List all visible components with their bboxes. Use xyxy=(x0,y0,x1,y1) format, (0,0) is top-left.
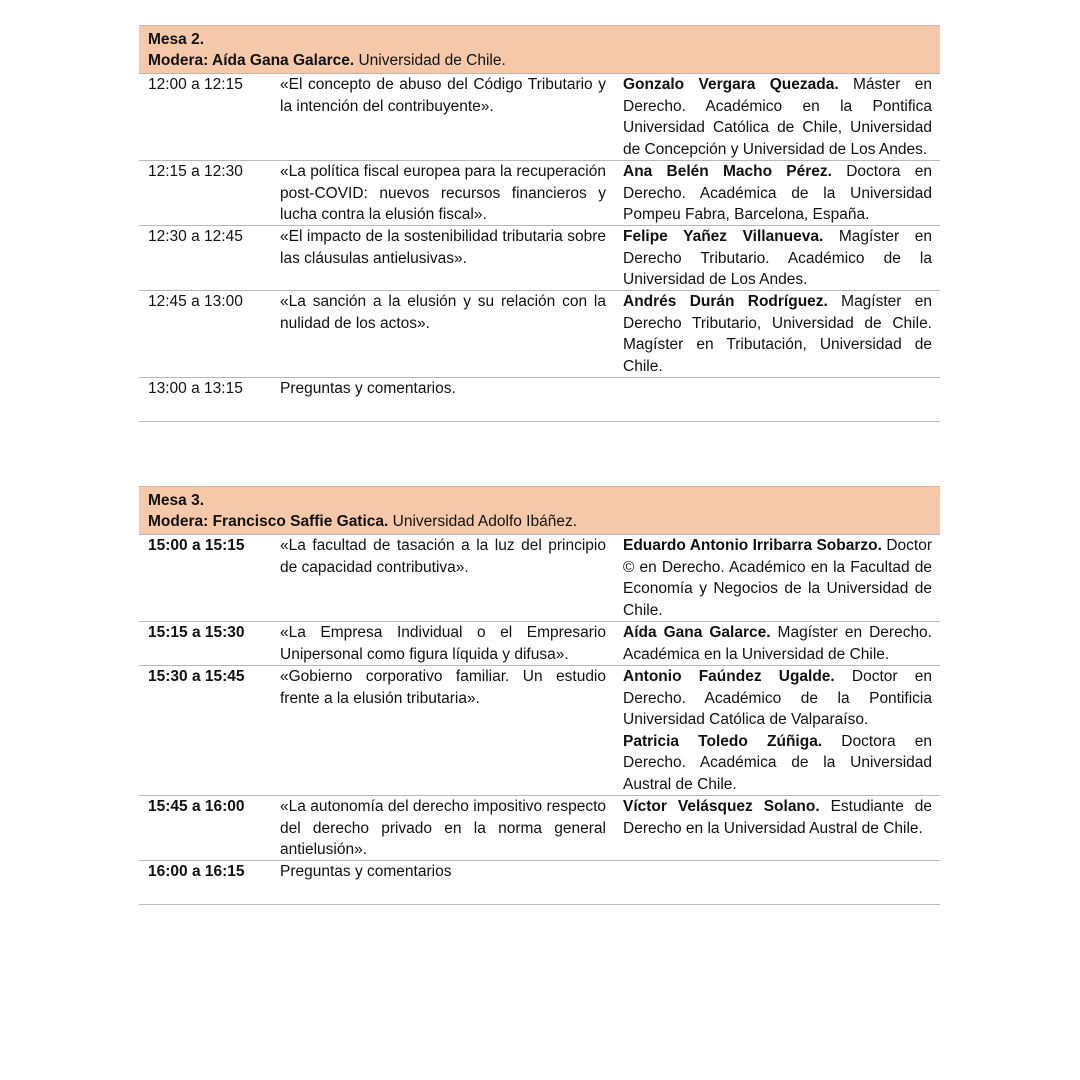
speaker-name: Andrés Durán Rodríguez. xyxy=(623,293,828,310)
speaker-info xyxy=(614,378,940,421)
speaker-bio: Estudiante de Derecho en la Universidad Austral de Chile. xyxy=(623,798,932,837)
time-slot: 12:15 a 12:30 xyxy=(148,163,243,180)
time-slot: 12:30 a 12:45 xyxy=(148,228,243,245)
speaker-bio: Máster en Derecho. Académico en la Pontifica Universidad Católica de Chile, Universidad de Concepción y Universidad de Los Andes. xyxy=(623,76,932,158)
talk-topic: «Gobierno corporativo familiar. Un estudio frente a la elusión tributaria». xyxy=(280,668,606,707)
speaker-bio: Doctora en Derecho. Académica de la Universidad Austral de Chile. xyxy=(623,732,932,793)
speaker-info xyxy=(614,291,940,377)
speaker-bio: Magíster en Derecho Tributario. Académico de la Universidad de Los Andes. xyxy=(623,228,933,288)
table-row xyxy=(139,290,940,377)
table-row xyxy=(139,795,940,860)
table-row xyxy=(139,160,940,225)
moderator-name: Modera: Francisco Saffie Gatica. xyxy=(148,513,389,530)
time-slot: 12:45 a 13:00 xyxy=(148,293,243,310)
talk-topic: Preguntas y comentarios. xyxy=(280,380,456,397)
talk-topic: «El concepto de abuso del Código Tributario y la intención del contribuyente». xyxy=(280,76,606,115)
mesa-2-table xyxy=(139,25,940,422)
talk-topic: «El impacto de la sostenibilidad tributaria sobre las cláusulas antielusivas». xyxy=(280,228,606,267)
speaker-name: Ana Belén Macho Pérez. xyxy=(623,163,832,180)
speaker-info xyxy=(614,796,940,860)
talk-topic: «La autonomía del derecho impositivo respecto del derecho privado en la norma general antielusión». xyxy=(280,798,606,858)
table-row xyxy=(139,73,940,160)
speaker-name: Gonzalo Vergara Quezada. xyxy=(623,76,839,93)
talk-topic: «La facultad de tasación a la luz del principio de capacidad contributiva». xyxy=(280,537,606,576)
speaker-bio: Magíster en Derecho. Académica en la Universidad de Chile. xyxy=(623,624,932,663)
moderator-affiliation: Universidad Adolfo Ibáñez. xyxy=(388,513,578,530)
mesa-title: Mesa 2. xyxy=(148,31,205,48)
time-slot: 15:00 a 15:15 xyxy=(148,537,245,554)
time-slot: 13:00 a 13:15 xyxy=(148,380,243,397)
speaker-bio: Magíster en Derecho Tributario, Universidad de Chile. Magíster en Tributación, Universidad de Chile. xyxy=(623,293,932,375)
speaker-bio: Doctor en Derecho. Académico de la Pontificia Universidad Católica de Valparaíso. xyxy=(623,668,932,728)
speaker-info xyxy=(614,226,940,290)
speaker-info xyxy=(614,622,940,665)
time-slot: 15:45 a 16:00 xyxy=(148,798,245,815)
table-row xyxy=(139,225,940,290)
speaker-info xyxy=(614,74,940,160)
speaker-name: Eduardo Antonio Irribarra Sobarzo. xyxy=(623,537,882,554)
mesa-3-table xyxy=(139,486,940,905)
talk-topic: «La política fiscal europea para la recuperación post-COVID: nuevos recursos financieros y lucha contra la elusión fiscal». xyxy=(280,163,606,223)
speaker-info xyxy=(614,535,940,621)
moderator-name: Modera: Aída Gana Galarce. xyxy=(148,52,355,69)
mesa-3-header xyxy=(139,486,940,534)
talk-topic: Preguntas y comentarios xyxy=(280,863,452,880)
mesa-title: Mesa 3. xyxy=(148,492,205,509)
moderator-line xyxy=(148,50,931,71)
moderator-affiliation: Universidad de Chile. xyxy=(354,52,506,69)
talk-topic: «La sanción a la elusión y su relación con la nulidad de los actos». xyxy=(280,293,606,332)
table-row xyxy=(139,534,940,621)
speaker-info xyxy=(614,666,940,795)
table-row xyxy=(139,860,940,905)
table-row xyxy=(139,377,940,422)
speaker-name: Aída Gana Galarce. xyxy=(623,624,771,641)
time-slot: 12:00 a 12:15 xyxy=(148,76,243,93)
moderator-line xyxy=(148,511,931,532)
speaker-name: Víctor Velásquez Solano. xyxy=(623,798,820,815)
time-slot: 15:15 a 15:30 xyxy=(148,624,245,641)
talk-topic: «La Empresa Individual o el Empresario Unipersonal como figura líquida y difusa». xyxy=(280,624,606,663)
table-row xyxy=(139,621,940,665)
speaker-bio: Doctora en Derecho. Académica de la Universidad Pompeu Fabra, Barcelona, España. xyxy=(623,163,932,223)
speaker-bio: Doctor © en Derecho. Académico en la Facultad de Economía y Negocios de la Universidad de Chile. xyxy=(623,537,932,619)
speaker-info xyxy=(614,861,940,904)
table-row xyxy=(139,665,940,795)
time-slot: 15:30 a 15:45 xyxy=(148,668,245,685)
mesa-2-header xyxy=(139,25,940,73)
speaker-name: Patricia Toledo Zúñiga. xyxy=(623,732,823,750)
speaker-name: Felipe Yañez Villanueva. xyxy=(623,228,824,245)
speaker-name: Antonio Faúndez Ugalde. xyxy=(623,668,835,685)
speaker-info xyxy=(614,161,940,225)
time-slot: 16:00 a 16:15 xyxy=(148,863,245,880)
